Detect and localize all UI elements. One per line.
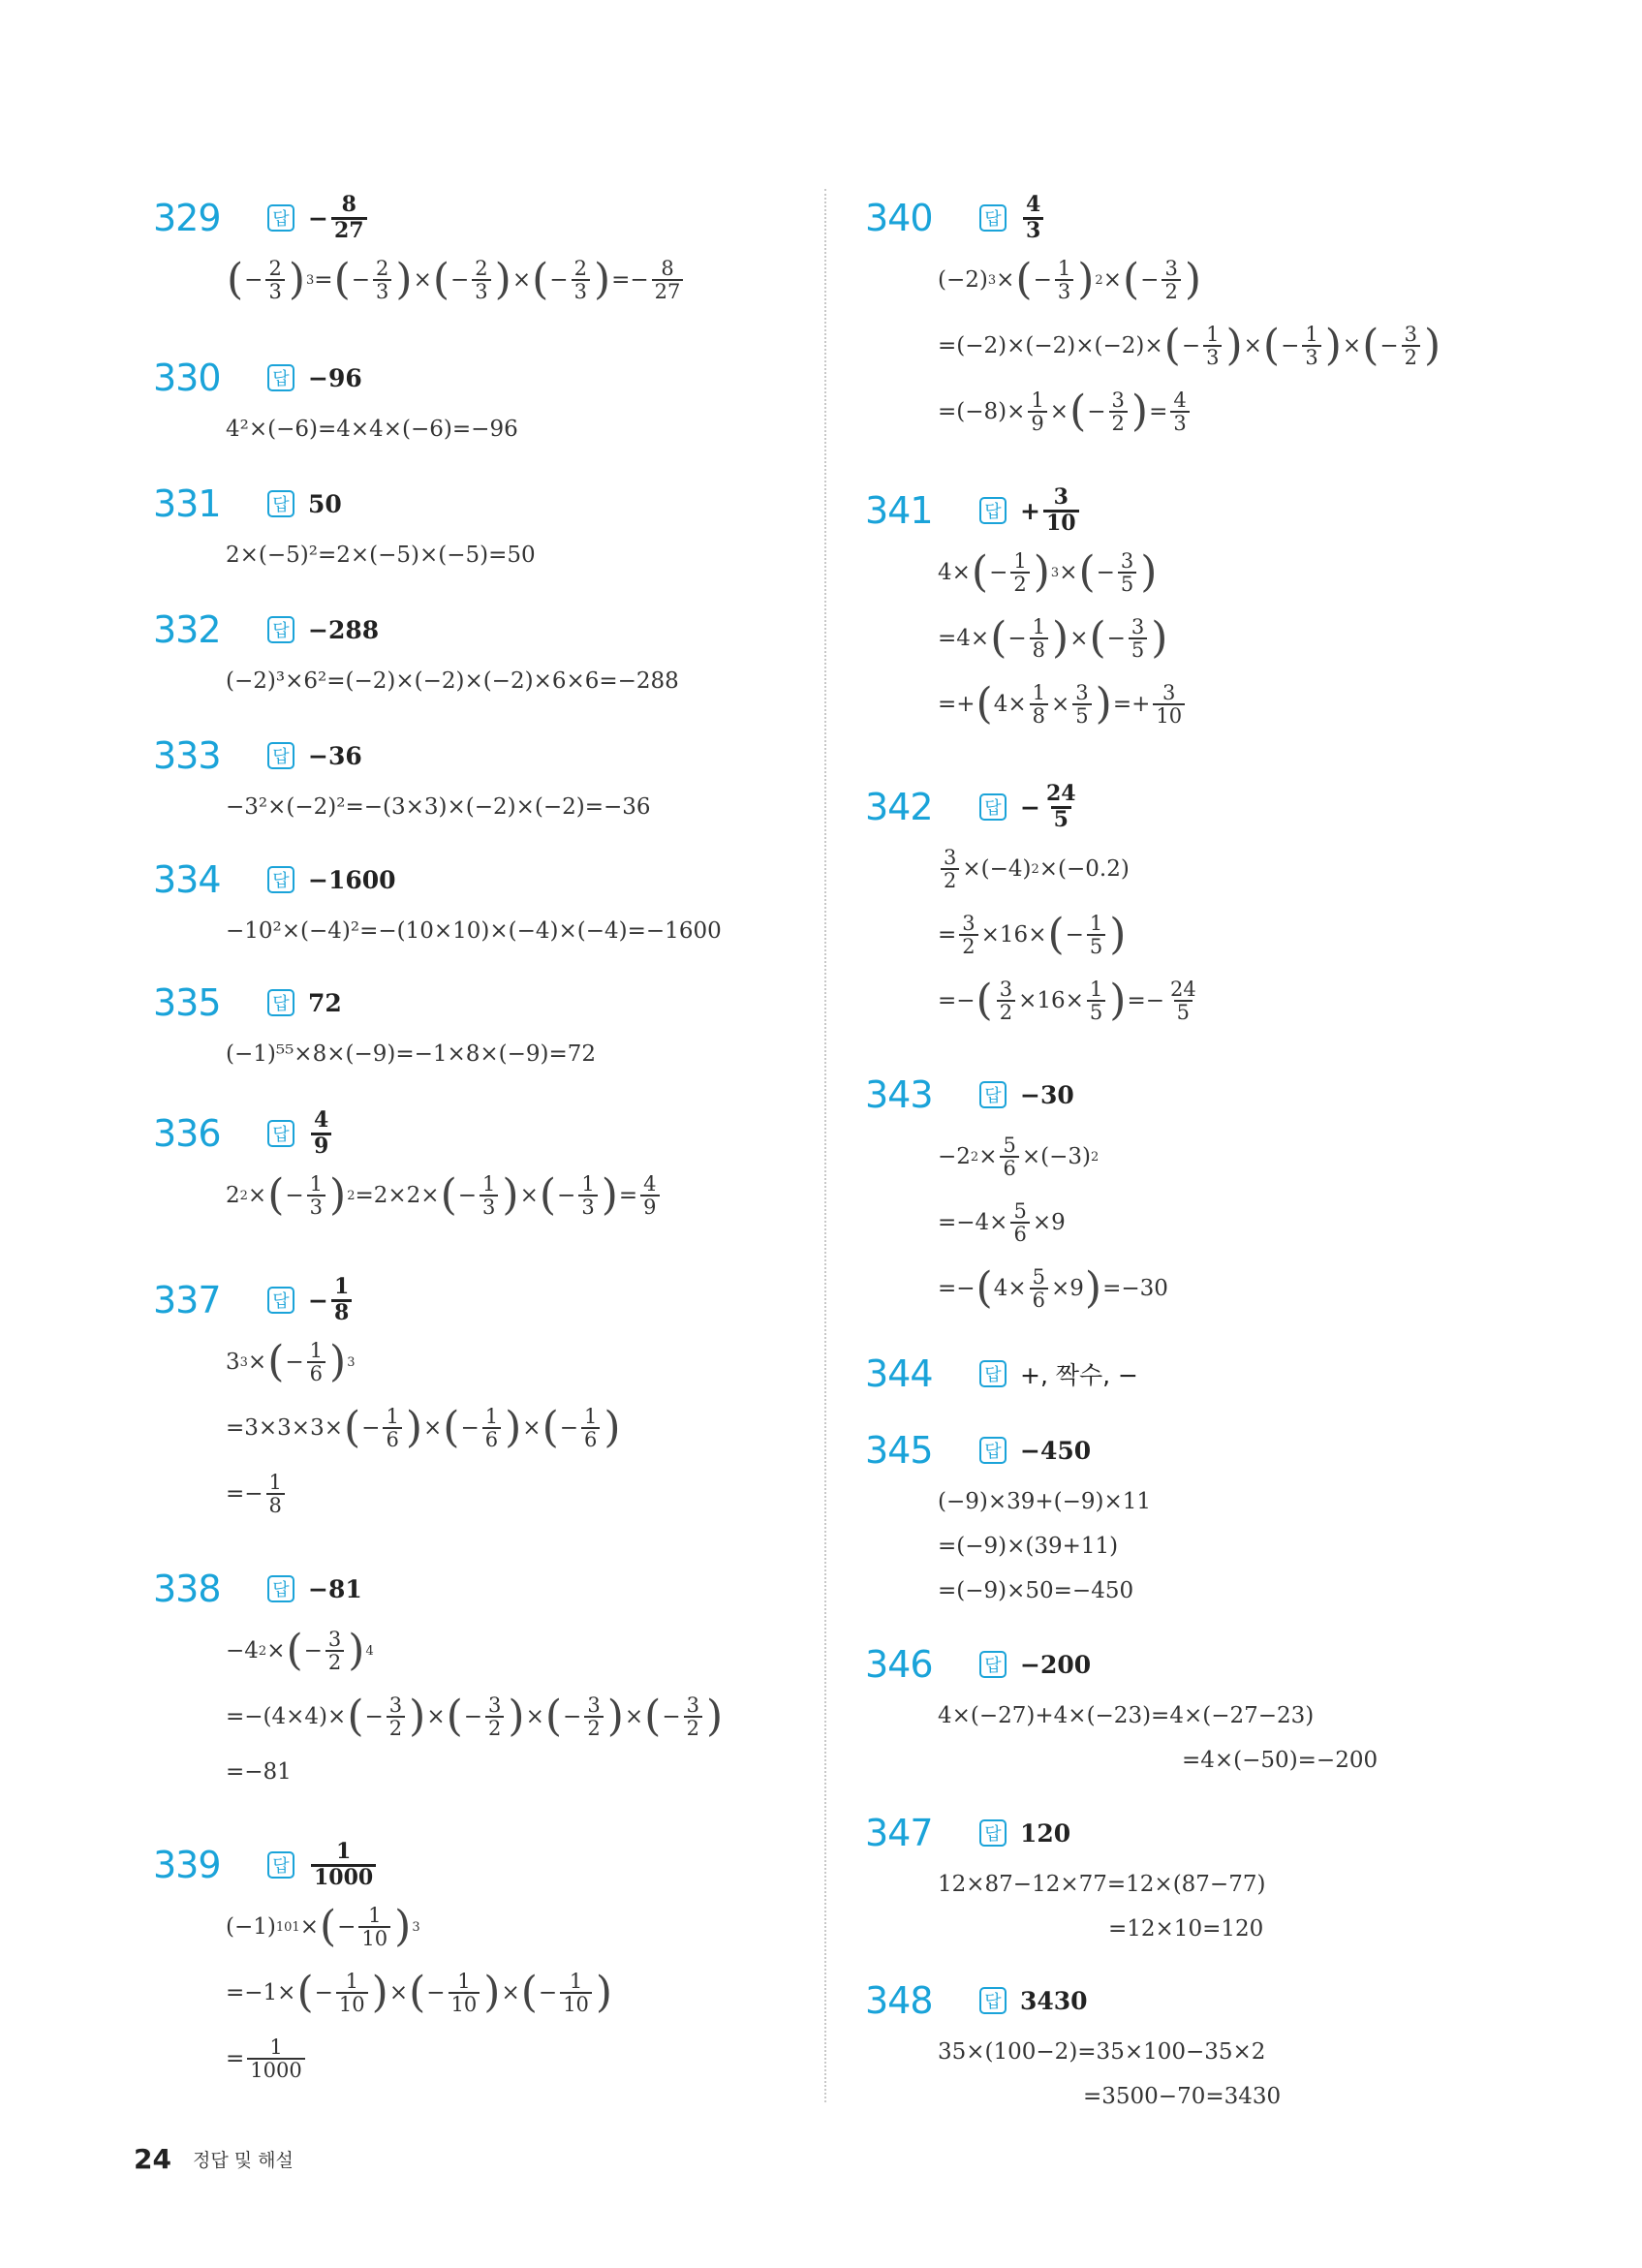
answer-badge: 답	[267, 364, 294, 391]
solution-step: −3²×(−2)²=−(3×3)×(−2)×(−2)=−36	[226, 794, 651, 820]
solution-step: = $\frac{1}{1000}$	[226, 2026, 613, 2092]
solution-step: −10²×(−4)²=−(10×10)×(−4)×(−4)=−1600	[226, 918, 722, 944]
answer: − $\frac{1}{8}$	[308, 1276, 355, 1323]
problem-332	[153, 601, 679, 703]
problem-330	[153, 349, 518, 451]
answer-badge: 답	[979, 1437, 1007, 1464]
solution-step: =(−8)× $\frac{1}{9}$ × ( − $\frac{3}{2}$ ) = $\frac{4}{3}$	[938, 379, 1441, 445]
problem-347	[865, 1804, 1265, 1951]
answer-badge: 답	[267, 616, 294, 643]
solution-step: (−1)⁵⁵×8×(−9)=−1×8×(−9)=72	[226, 1041, 597, 1067]
answer-badge: 답	[979, 793, 1007, 821]
solution-step: $\frac{3}{2}$ ×(−4) 2 ×(−0.2)	[938, 836, 1202, 902]
answer: −30	[1020, 1080, 1074, 1109]
solution-step: 4×(−27)+4×(−23)=4×(−27−23)	[938, 1703, 1315, 1728]
solution-step: =−81	[226, 1759, 292, 1785]
answer: +, 짝수, −	[1020, 1361, 1138, 1389]
problem-337	[153, 1271, 622, 1527]
solution-step: =−4× $\frac{5}{6}$ ×9	[938, 1198, 1066, 1246]
solution-step: =− ( 4× $\frac{5}{6}$ ×9 ) =−30	[938, 1263, 1168, 1313]
solution-step: =4× ( − $\frac{1}{8}$ ) × ( − $\frac{3}{5}$ )	[938, 613, 1168, 663]
answer: −200	[1020, 1650, 1092, 1679]
solution-step: =− $\frac{1}{8}$	[226, 1461, 622, 1527]
solution-step: 2 2 × ( − $\frac{1}{3}$ ) 2 =2×2× ( − $\frac{1}{3}$ ) × ( − $\frac{1}{3}$ ) = $\frac{4}{9}$	[226, 1163, 663, 1228]
answer-badge: 답	[979, 1819, 1007, 1847]
problem-number: 344	[865, 1352, 933, 1395]
problem-342	[865, 778, 1202, 1034]
solution-step: =(−9)×50=−450	[938, 1578, 1134, 1603]
problem-number: 337	[153, 1279, 221, 1321]
solution-step: =(−2)×(−2)×(−2)× ( − $\frac{1}{3}$ ) × ( − $\frac{1}{3}$ ) × ( − $\frac{3}{2}$ )	[938, 321, 1441, 370]
answer: 50	[308, 489, 342, 518]
problem-number: 340	[865, 197, 933, 239]
solution-step: =12×10=120	[1108, 1916, 1264, 1942]
problem-number: 345	[865, 1429, 933, 1472]
page-footer	[134, 2143, 294, 2175]
solution-step: −4 2 × ( − $\frac{3}{2}$ ) 4	[226, 1626, 374, 1675]
answer-badge: 답	[267, 1575, 294, 1602]
problem-number: 342	[865, 786, 933, 828]
answer: − $\frac{24}{5}$	[1020, 781, 1076, 832]
problem-number: 335	[153, 981, 221, 1024]
answer-badge: 답	[267, 866, 294, 893]
problem-345	[865, 1421, 1151, 1613]
problem-number: 333	[153, 734, 221, 777]
answer-badge: 답	[979, 204, 1007, 232]
problem-341	[865, 482, 1188, 737]
answer: $\frac{1}{1000}$	[308, 1841, 379, 1888]
problem-number: 341	[865, 489, 933, 532]
problem-number: 332	[153, 608, 221, 651]
column-divider	[824, 189, 826, 2102]
problem-329	[153, 189, 686, 313]
answer: −96	[308, 363, 362, 392]
problem-340	[865, 189, 1441, 445]
answer: $\frac{4}{9}$	[308, 1109, 334, 1157]
problem-346	[865, 1635, 1378, 1783]
problem-number: 339	[153, 1844, 221, 1886]
solution-step: 4²×(−6)=4×4×(−6)=−96	[226, 417, 518, 442]
solution-step: −2 2 × $\frac{5}{6}$ ×(−3) 2	[938, 1133, 1100, 1180]
solution-step: =− ( $\frac{3}{2}$ ×16× $\frac{1}{5}$ ) =− $\frac{24}{5}$	[938, 976, 1196, 1025]
problem-number: 336	[153, 1112, 221, 1155]
answer: + $\frac{3}{10}$	[1020, 486, 1082, 534]
problem-335	[153, 974, 596, 1076]
solution-step: =(−9)×(39+11)	[938, 1534, 1119, 1559]
solution-step: (−1) 101 × ( − $\frac{1}{10}$ ) 3	[226, 1902, 420, 1951]
answer: 72	[308, 988, 342, 1017]
answer: 120	[1020, 1818, 1071, 1848]
answer-badge: 답	[267, 1851, 294, 1879]
answer-badge: 답	[267, 1120, 294, 1147]
solution-step: (−2) 3 × ( − $\frac{1}{3}$ ) 2 × ( − $\frac{3}{2}$ )	[938, 255, 1201, 304]
answer-badge: 답	[979, 1081, 1007, 1108]
solution-step: 12×87−12×77=12×(87−77)	[938, 1872, 1266, 1897]
solution-step: =4×(−50)=−200	[1182, 1748, 1379, 1773]
answer-badge: 답	[267, 742, 294, 769]
answer-badge: 답	[267, 204, 294, 232]
problem-339	[153, 1836, 613, 2092]
answer: −36	[308, 741, 362, 770]
section-label: 정답 및 해설	[192, 2150, 294, 2171]
answer: −288	[308, 615, 380, 644]
answer-badge: 답	[979, 1360, 1007, 1387]
solution-step: 2×(−5)²=2×(−5)×(−5)=50	[226, 543, 536, 568]
problem-331	[153, 475, 536, 577]
answer-badge: 답	[979, 1651, 1007, 1678]
solution-step: ( − $\frac{2}{3}$ ) 3 = ( − $\frac{2}{3}$ ) × ( − $\frac{2}{3}$ ) × ( − $\frac{2}{3}$ ) =− $\frac{8}{27}$	[226, 247, 686, 313]
solution-step: 35×(100−2)=35×100−35×2	[938, 2039, 1266, 2065]
problem-333	[153, 727, 651, 829]
answer-badge: 답	[979, 1987, 1007, 2014]
answer: −450	[1020, 1436, 1092, 1465]
problem-336	[153, 1104, 663, 1228]
solution-step: 4× ( − $\frac{1}{2}$ ) 3 × ( − $\frac{3}{5}$ )	[938, 547, 1158, 597]
problem-number: 347	[865, 1812, 933, 1854]
problem-number: 329	[153, 197, 221, 239]
answer-badge: 답	[267, 989, 294, 1016]
answer: − $\frac{8}{27}$	[308, 194, 370, 241]
solution-step: =3×3×3× ( − $\frac{1}{6}$ ) × ( − $\frac{1}{6}$ ) × ( − $\frac{1}{6}$ )	[226, 1403, 621, 1452]
problem-348	[865, 1972, 1281, 2119]
solution-step: = $\frac{3}{2}$ ×16× ( − $\frac{1}{5}$ )	[938, 910, 1127, 959]
problem-343	[865, 1066, 1168, 1321]
problem-number: 334	[153, 858, 221, 901]
answer-badge: 답	[267, 490, 294, 517]
problem-338	[153, 1560, 724, 1794]
solution-step: =3500−70=3430	[1083, 2084, 1282, 2109]
solution-step: (−9)×39+(−9)×11	[938, 1489, 1152, 1514]
problem-number: 338	[153, 1568, 221, 1610]
solution-step: =−1× ( − $\frac{1}{10}$ ) × ( − $\frac{1}{10}$ ) × ( − $\frac{1}{10}$ )	[226, 1968, 613, 2017]
answer-badge: 답	[979, 497, 1007, 524]
problem-344	[865, 1345, 1138, 1403]
solution-step: (−2)³×6²=(−2)×(−2)×(−2)×6×6=−288	[226, 668, 679, 694]
problem-number: 348	[865, 1979, 933, 2022]
solution-step: 3 3 × ( − $\frac{1}{6}$ ) 3	[226, 1337, 356, 1386]
answer-badge: 답	[267, 1287, 294, 1314]
problem-number: 346	[865, 1643, 933, 1686]
problem-number: 330	[153, 357, 221, 399]
answer: 3430	[1020, 1986, 1088, 2015]
page-number: 24	[134, 2143, 171, 2175]
problem-334	[153, 851, 722, 953]
answer: −1600	[308, 865, 396, 894]
problem-number: 331	[153, 482, 221, 525]
answer: −81	[308, 1574, 362, 1603]
solution-step: =−(4×4)× ( − $\frac{3}{2}$ ) × ( − $\frac{3}{2}$ ) × ( − $\frac{3}{2}$ ) × ( − $\frac{3}{2}$ )	[226, 1692, 724, 1741]
answer: $\frac{4}{3}$	[1020, 194, 1046, 241]
solution-step: =+ ( 4× $\frac{1}{8}$ × $\frac{3}{5}$ ) =+ $\frac{3}{10}$	[938, 671, 1188, 737]
problem-number: 343	[865, 1073, 933, 1116]
